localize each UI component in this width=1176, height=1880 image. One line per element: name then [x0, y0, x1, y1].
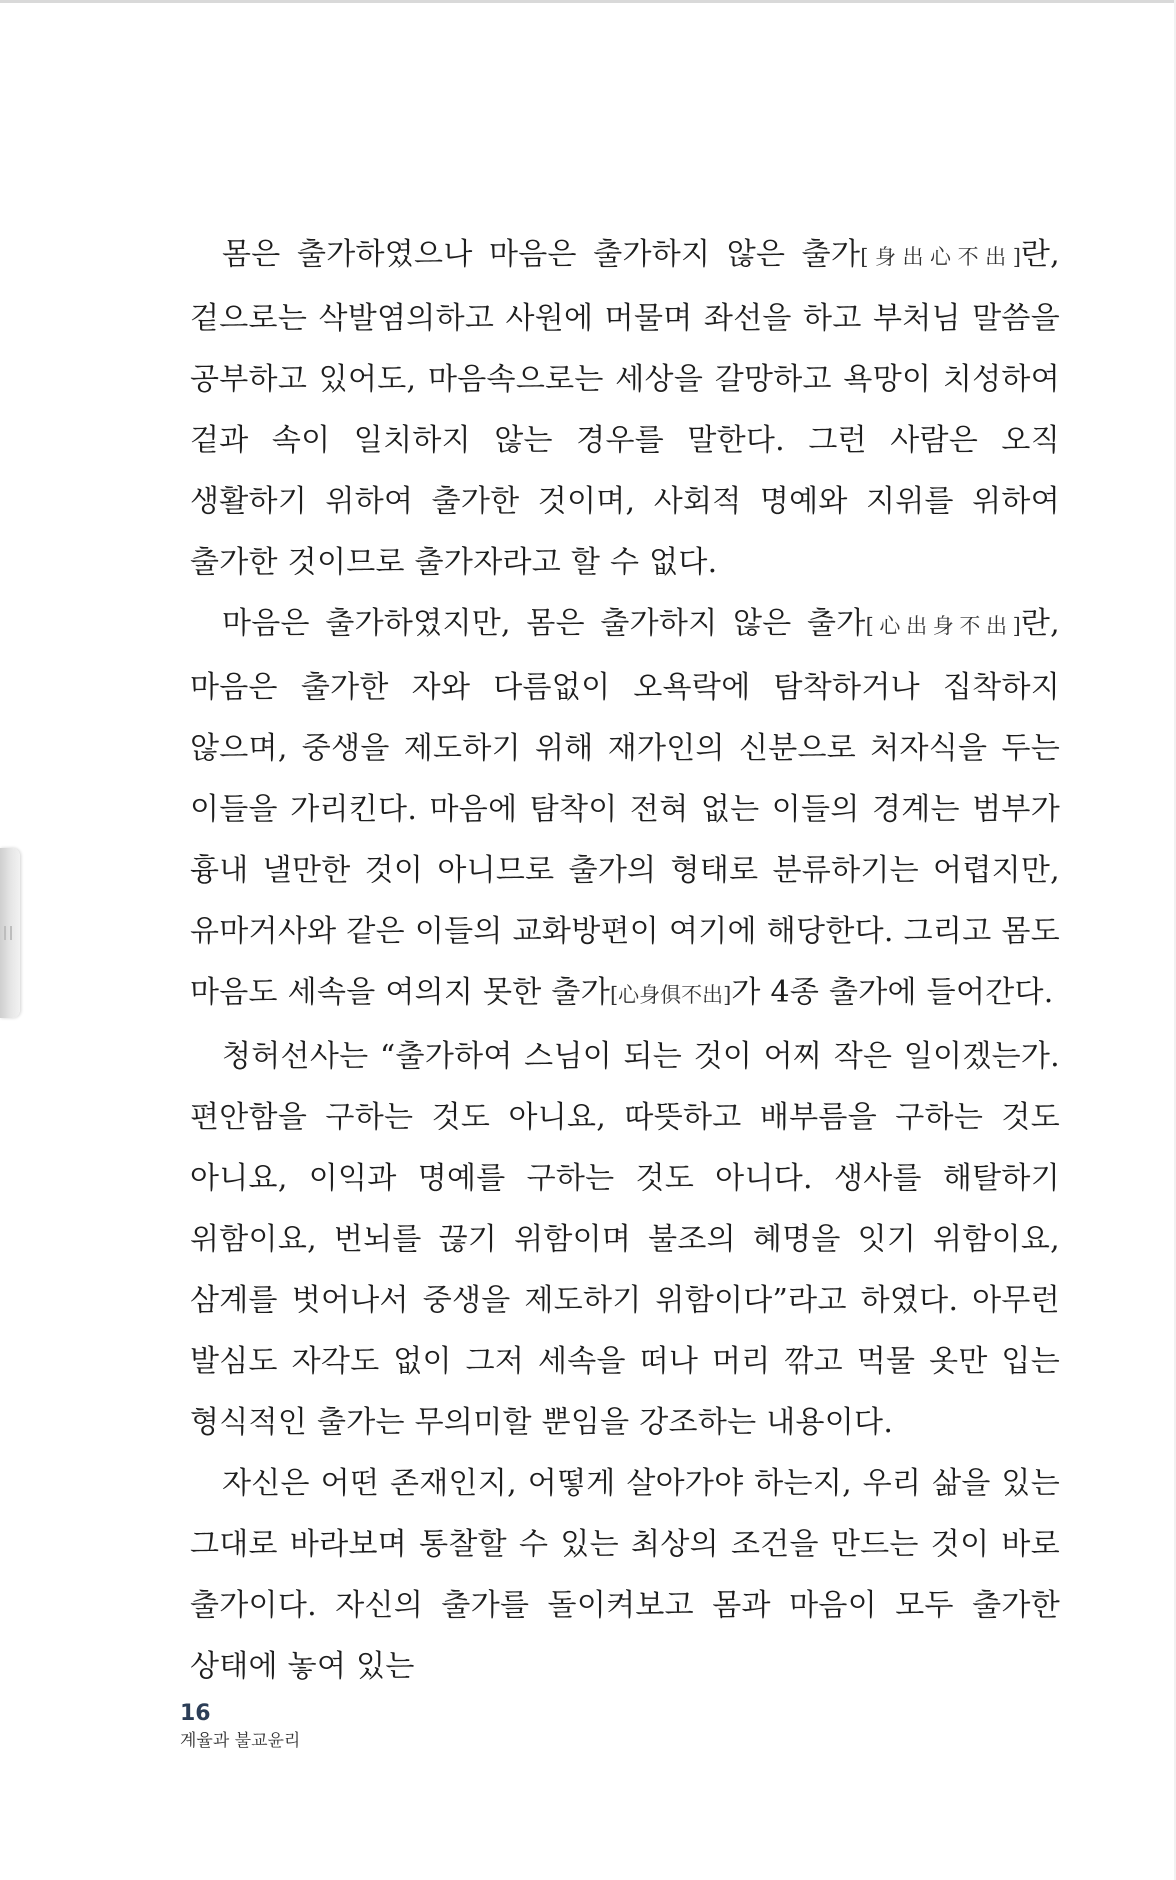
text-run: 가 4종 출가에 들어간다.	[731, 975, 1054, 1010]
paragraph-2	[190, 593, 1060, 1026]
hanja-annotation: [心出身不出]	[865, 614, 1021, 638]
text-run: 란, 마음은 출가한 자와 다름없이 오욕락에 탐착하거나 집착하지 않으며, 중생을 제도하기 위해 재가인의 신분으로 처자식을 두는 이들을 가리킨다. 마음에 탐착이 전혀 없는 이들의 경계는 범부가 흉내 낼만한 것이 아니므로 출가의 형태로 분류하기는 어렵지만, 유마거사와 같은 이들의 교화방편이 여기에 해당한다. 그리고 몸도 마음도 세속을 여의지 못한 출가	[190, 606, 1060, 1010]
running-title: 계율과 불교윤리	[180, 1731, 301, 1751]
hanja-annotation: [心身俱不出]	[609, 983, 732, 1007]
text-run: 마음은 출가하였지만, 몸은 출가하지 않은 출가	[222, 606, 866, 641]
paragraph-4	[190, 1453, 1060, 1697]
text-run: 란, 겉으로는 삭발염의하고 사원에 머물며 좌선을 하고 부처님 말씀을 공부하고 있어도, 마음속으로는 세상을 갈망하고 욕망이 치성하여 겉과 속이 일치하지 않는 경우를 말한다. 그런 사람은 오직 생활하기 위하여 출가한 것이며, 사회적 명예와 지위를 위하여 출가한 것이므로 출가자라고 할 수 없다.	[190, 237, 1061, 580]
page-footer	[180, 1700, 300, 1754]
side-panel-handle[interactable]	[0, 848, 20, 1018]
hanja-annotation: [身出心不出]	[860, 245, 1021, 269]
paragraph-1	[190, 224, 1060, 593]
text-run: 몸은 출가하였으나 마음은 출가하지 않은 출가	[222, 237, 861, 272]
paragraph-3	[190, 1026, 1060, 1453]
top-border	[0, 0, 1176, 3]
page-number: 16	[180, 1701, 211, 1726]
text-run: 청허선사는 “출가하여 스님이 되는 것이 어찌 작은 일이겠는가. 편안함을 구하는 것도 아니요, 따뜻하고 배부름을 구하는 것도 아니요, 이익과 명예를 구하는 것도 아니다. 생사를 해탈하기 위함이요, 번뇌를 끊기 위함이며 불조의 혜명을 잇기 위함이요, 삼계를 벗어나서 중생을 제도하기 위함이다”라고 하였다. 아무런 발심도 자각도 없이 그저 세속을 떠나 머리 깎고 먹물 옷만 입는 형식적인 출가는 무의미할 뿐임을 강조하는 내용이다.	[190, 1039, 1060, 1440]
grip-icon	[4, 926, 12, 940]
text-run: 자신은 어떤 존재인지, 어떻게 살아가야 하는지, 우리 삶을 있는 그대로 바라보며 통찰할 수 있는 최상의 조건을 만드는 것이 바로 출가이다. 자신의 출가를 돌이켜보고 몸과 마음이 모두 출가한 상태에 놓여 있는	[190, 1466, 1060, 1684]
body-text	[190, 224, 1060, 1697]
